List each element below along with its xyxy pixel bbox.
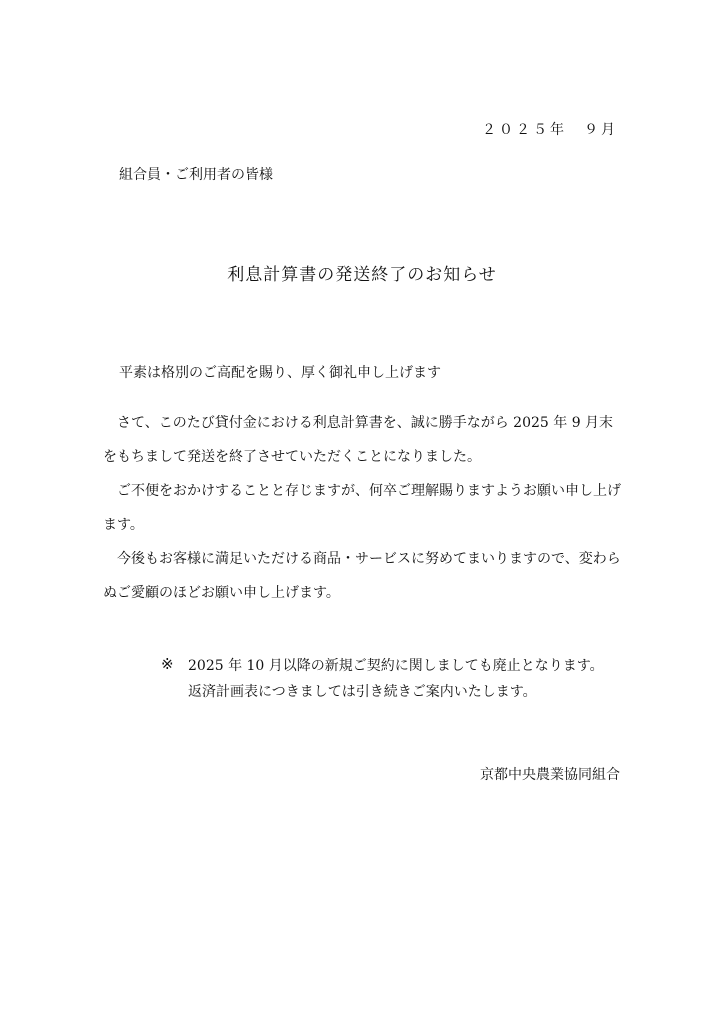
note-line-2: 返済計画表につきましては引き続きご案内いたします。 <box>188 684 537 700</box>
addressee: 組合員・ご利用者の皆様 <box>119 167 273 183</box>
body-paragraph-2: ご不便をおかけすることと存じますが、何卒ご理解賜りますようお願い申し上げます。 <box>103 483 621 533</box>
body-paragraph-1: さて、このたび貸付金における利息計算書を、誠に勝手ながら 2025 年 9 月末をもちまして発送を終了させていただくことになりました。 <box>103 415 614 465</box>
document-title: 利息計算書の発送終了のお知らせ <box>227 265 497 285</box>
note-mark: ※ <box>161 655 174 673</box>
document-date: ２０２５年 ９月 <box>482 122 618 138</box>
note-line-1: 2025 年 10 月以降の新規ご契約に関しましても廃止となります。 <box>188 658 604 674</box>
body-paragraph-3: 今後もお客様に満足いただける商品・サービスに努めてまいりますので、変わらぬご愛顧のほどお願い申し上げます。 <box>103 551 621 601</box>
signature: 京都中央農業協同組合 <box>480 767 620 783</box>
greeting-line: 平素は格別のご高配を賜り、厚く御礼申し上げます <box>119 365 441 381</box>
